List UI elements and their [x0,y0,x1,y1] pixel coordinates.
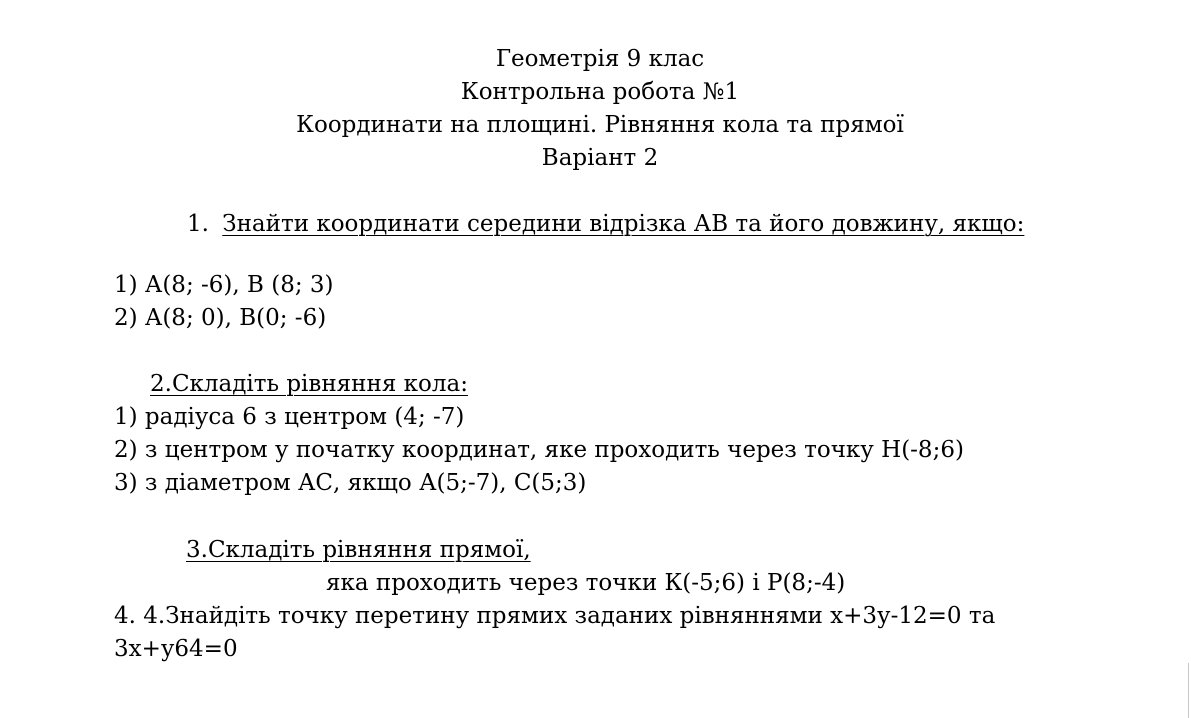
task1-item-2: 2) А(8; 0), В(0; -6) [114,305,327,331]
task1-number: 1. [187,211,209,237]
task2-item-3: 3) з діаметром АС, якщо А(5;-7), С(5;3) [114,470,587,496]
task1-item-1: 1) А(8; -6), В (8; 3) [114,272,334,298]
task2-item-2: 2) з центром у початку координат, яке проходить через точку Н(-8;6) [114,437,964,463]
task3-condition: яка проходить через точки К(-5;6) і Р(8;-4) [326,570,846,596]
test-title: Контрольна робота №1 [460,79,740,105]
task1-title: Знайти координати середини відрізка АВ та його довжину, якщо: [222,211,1025,237]
task2-item-1: 1) радіуса 6 з центром (4; -7) [114,404,465,430]
document-header [0,43,1191,175]
topic-title: Координати на площині. Рівняння кола та прямої [296,112,904,138]
task3-title: 3.Складіть рівняння прямої, [186,537,531,563]
subject-title: Геометрія 9 клас [495,46,705,72]
task4-line-1: 4. 4.Знайдіть точку перетину прямих заданих рівняннями х+3у-12=0 та [114,603,996,629]
task4-line-2: 3х+у64=0 [114,636,238,662]
task2-title: 2.Складіть рівняння кола: [150,371,468,397]
variant-title: Варіант 2 [541,145,659,171]
task1-heading [187,208,1024,241]
page-edge-divider [1188,663,1189,718]
